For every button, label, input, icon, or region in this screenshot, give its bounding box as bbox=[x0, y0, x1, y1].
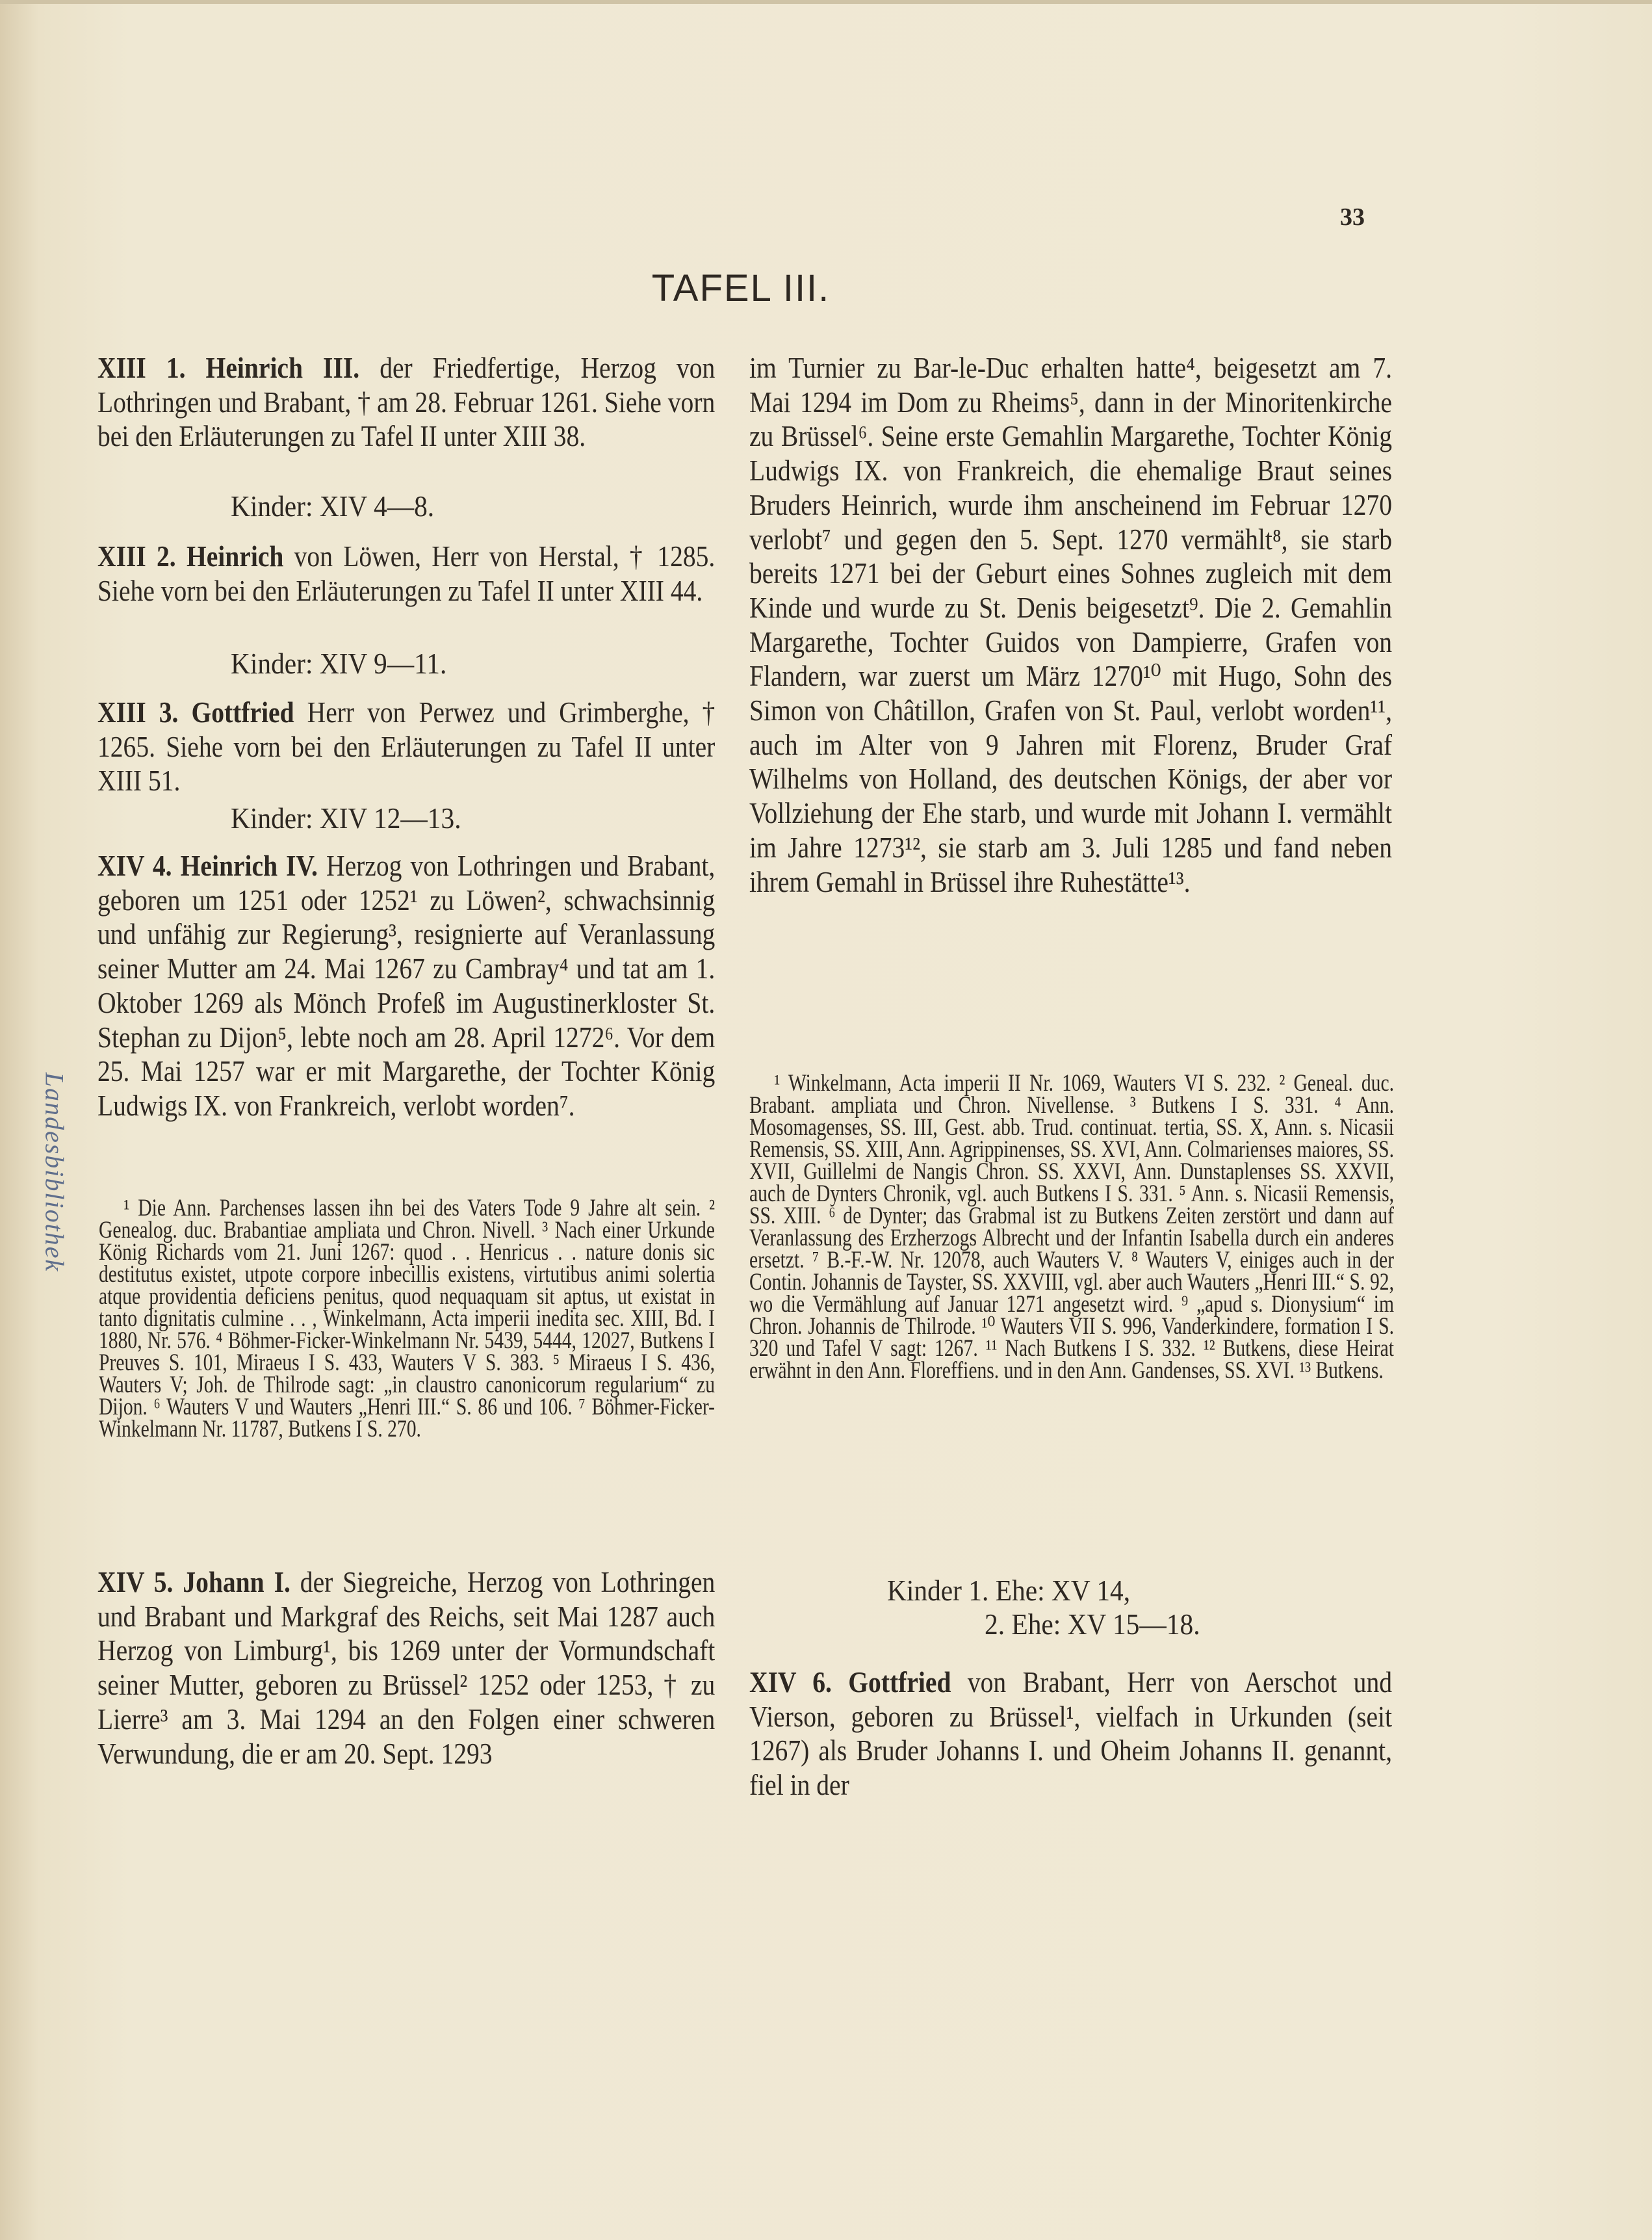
entry-text: Herzog von Lothringen und Brabant, geboren um 1251 oder 1252¹ zu Löwen², schwachsinnig und unfähig zur Regierung³, resignierte auf Veranlassung seiner Mutter am 24. Mai 1267 zu Cambray⁴ und tat am 1. Oktober 1269 als Mönch Profeß im Augustinerkloster St. Stephan zu Dijon⁵, lebte noch am 28. April 1272⁶. Vor dem 25. Mai 1257 war er mit Margarethe, der Tochter König Ludwigs IX. von Frankreich, verlobt worden⁷. bbox=[97, 849, 716, 1122]
entry-text: Herr von Perwez und Grimberghe, † 1265. Siehe vorn bei den Erläuterungen zu Tafel II unter XIII 51. bbox=[97, 696, 716, 798]
entry-name: Heinrich III. bbox=[205, 351, 360, 384]
entry-number: XIV 6. bbox=[749, 1665, 832, 1699]
footnotes-left: ¹ Die Ann. Parchenses lassen ihn bei des Vaters Tode 9 Jahre alt sein. ² Genealog. duc. Brabantiae ampliata und Chron. Nivell. ³ Nach einer Urkunde König Richards vom 21. Juni 1267: quod . . Henricus . . nature donis sic destitutus existet, utpote corpore inbecillis existens, virtutibus animi solertia atque providentia deficiens penitus, quod nequaquam sit aptus, ut existat in tanto dignitatis culmine . . , Winkelmann, Acta imperii inedita sec. XIII, Bd. I 1880, Nr. 576. ⁴ Böhmer-Ficker-Winkelmann Nr. 5439, 5444, 12027, Butkens I Preuves S. 101, Miraeus I S. 433, Wauters V S. 383. ⁵ Miraeus I S. 436, Wauters V; Joh. de Thilrode sagt: „in claustro canonicorum regularium“ zu Dijon. ⁶ Wauters V und Wauters „Henri III.“ S. 86 und 106. ⁷ Böhmer-Ficker-Winkelmann Nr. 11787, Butkens I S. 270. bbox=[99, 1195, 715, 1442]
children-first-marriage: Kinder 1. Ehe: XV 14, bbox=[887, 1574, 1131, 1607]
entry-name: Gottfried bbox=[848, 1665, 951, 1699]
entry-number: XIV 4. bbox=[97, 849, 172, 882]
entry-number: XIII 3. bbox=[97, 696, 179, 729]
children-xiii-3: Kinder: XIV 12—13. bbox=[231, 801, 461, 835]
entry-number: XIII 1. bbox=[97, 351, 186, 384]
entry-number: XIII 2. bbox=[97, 540, 176, 573]
entry-xiii-3 bbox=[97, 696, 715, 798]
entry-number: XIV 5. bbox=[97, 1565, 174, 1598]
page-top-edge bbox=[0, 0, 1652, 4]
entry-xiv-6 bbox=[749, 1665, 1392, 1803]
entry-text: der Friedfertige, Herzog von Lothringen und Brabant, † am 28. Februar 1261. Siehe vorn bei den Erläuterungen zu Tafel II unter XIII 38. bbox=[97, 351, 716, 453]
page-title: TAFEL III. bbox=[651, 267, 831, 309]
children-xiii-1: Kinder: XIV 4—8. bbox=[231, 489, 435, 523]
children-second-marriage: 2. Ehe: XV 15—18. bbox=[985, 1608, 1200, 1641]
entry-xiv-4 bbox=[97, 849, 715, 1123]
library-stamp: Landesbibliothek bbox=[40, 1072, 70, 1273]
entry-text: von Brabant, Herr von Aerschot und Vierson, geboren zu Brüssel¹, vielfach in Urkunden (seit 1267) als Bruder Johanns I. und Oheim Johanns II. genannt, fiel in der bbox=[749, 1665, 1393, 1802]
entry-name: Heinrich IV. bbox=[180, 849, 318, 882]
entry-text: von Löwen, Herr von Herstal, † 1285. Siehe vorn bei den Erläuterungen zu Tafel II unter XIII 44. bbox=[97, 540, 716, 607]
entry-name: Heinrich bbox=[186, 540, 284, 573]
page-number: 33 bbox=[1340, 203, 1365, 231]
children-xiii-2: Kinder: XIV 9—11. bbox=[231, 647, 447, 680]
entry-xiii-1 bbox=[97, 351, 715, 454]
entry-text: der Siegreiche, Herzog von Lothringen und Brabant und Markgraf des Reichs, seit Mai 1287 auch Herzog von Limburg¹, bis 1269 unter der Vormundschaft seiner Mutter, geboren zu Brüssel² 1252 oder 1253, † zu Lierre³ am 3. Mai 1294 an den Folgen einer schweren Verwundung, die er am 20. Sept. 1293 bbox=[97, 1565, 716, 1770]
entry-xiii-2 bbox=[97, 540, 715, 608]
entry-xiv-5 bbox=[97, 1565, 715, 1771]
footnotes-right: ¹ Winkelmann, Acta imperii II Nr. 1069, Wauters VI S. 232. ² Geneal. duc. Brabant. ampliata und Chron. Nivellense. ³ Butkens I S. 331. ⁴ Ann. Mosomagenses, SS. III, Gest. abb. Trud. continuat. tertia, SS. X, Ann. s. Nicasii Remensis, SS. XIII, Ann. Agrippinenses, SS. XVI, Ann. Colmarienses maiores, SS. XVII, Guillelmi de Nangis Chron. SS. XXVI, Ann. Dunstaplenses SS. XXVII, auch de Dynters Chronik, vgl. auch Butkens I S. 331. ⁵ Ann. s. Nicasii Remensis, SS. XIII. ⁶ de Dynter; das Grabmal ist zu Butkens Zeiten zerstört und dann auf Veranlassung des Erzherzogs Albrecht und der Infantin Isabella durch ein anderes ersetzt. ⁷ B.-F.-W. Nr. 12078, auch Wauters V. ⁸ Wauters V, einiges auch in der Contin. Johannis de Tayster, SS. XXVIII, vgl. aber auch Wauters „Henri III.“ S. 92, wo die Vermählung auf Januar 1271 angesetzt wird. ⁹ „apud s. Dionysium“ im Chron. Johannis de Thilrode. ¹⁰ Wauters VII S. 996, Vanderkindere, formation I S. 320 und Tafel V sagt: 1267. ¹¹ Nach Butkens I S. 332. ¹² Butkens, diese Heirat erwähnt in den Ann. Floreffiens. und in den Ann. Gandenses, SS. XVI. ¹³ Butkens. bbox=[749, 1070, 1394, 1384]
entry-name: Gottfried bbox=[191, 696, 294, 729]
entry-name: Johann I. bbox=[183, 1565, 290, 1598]
entry-xiv-5-continued: im Turnier zu Bar-le-Duc erhalten hatte⁴, beigesetzt am 7. Mai 1294 im Dom zu Rheims⁵, dann in der Minoritenkirche zu Brüssel⁶. Seine erste Gemahlin Margarethe, Tochter König Ludwigs IX. von Frankreich, die ehemalige Braut seines Bruders Heinrich, wurde ihm anscheinend im Februar 1270 verlobt⁷ und gegen den 5. Sept. 1270 vermählt⁸, sie starb bereits 1271 bei der Geburt eines Sohnes zugleich mit dem Kinde und wurde zu St. Denis beigesetzt⁹. Die 2. Gemahlin Margarethe, Tochter Guidos von Dampierre, Grafen von Flandern, war zuerst um März 1270¹⁰ mit Hugo, Sohn des Simon von Châtillon, Grafen von St. Paul, verlobt worden¹¹, auch im Alter von 9 Jahren mit Florenz, Bruder Graf Wilhelms von Holland, des deutschen Königs, der aber vor Vollziehung der Ehe starb, und wurde mit Johann I. vermählt im Jahre 1273¹², sie starb am 3. Juli 1285 und fand neben ihrem Gemahl in Brüssel ihre Ruhestätte¹³. bbox=[749, 351, 1392, 898]
